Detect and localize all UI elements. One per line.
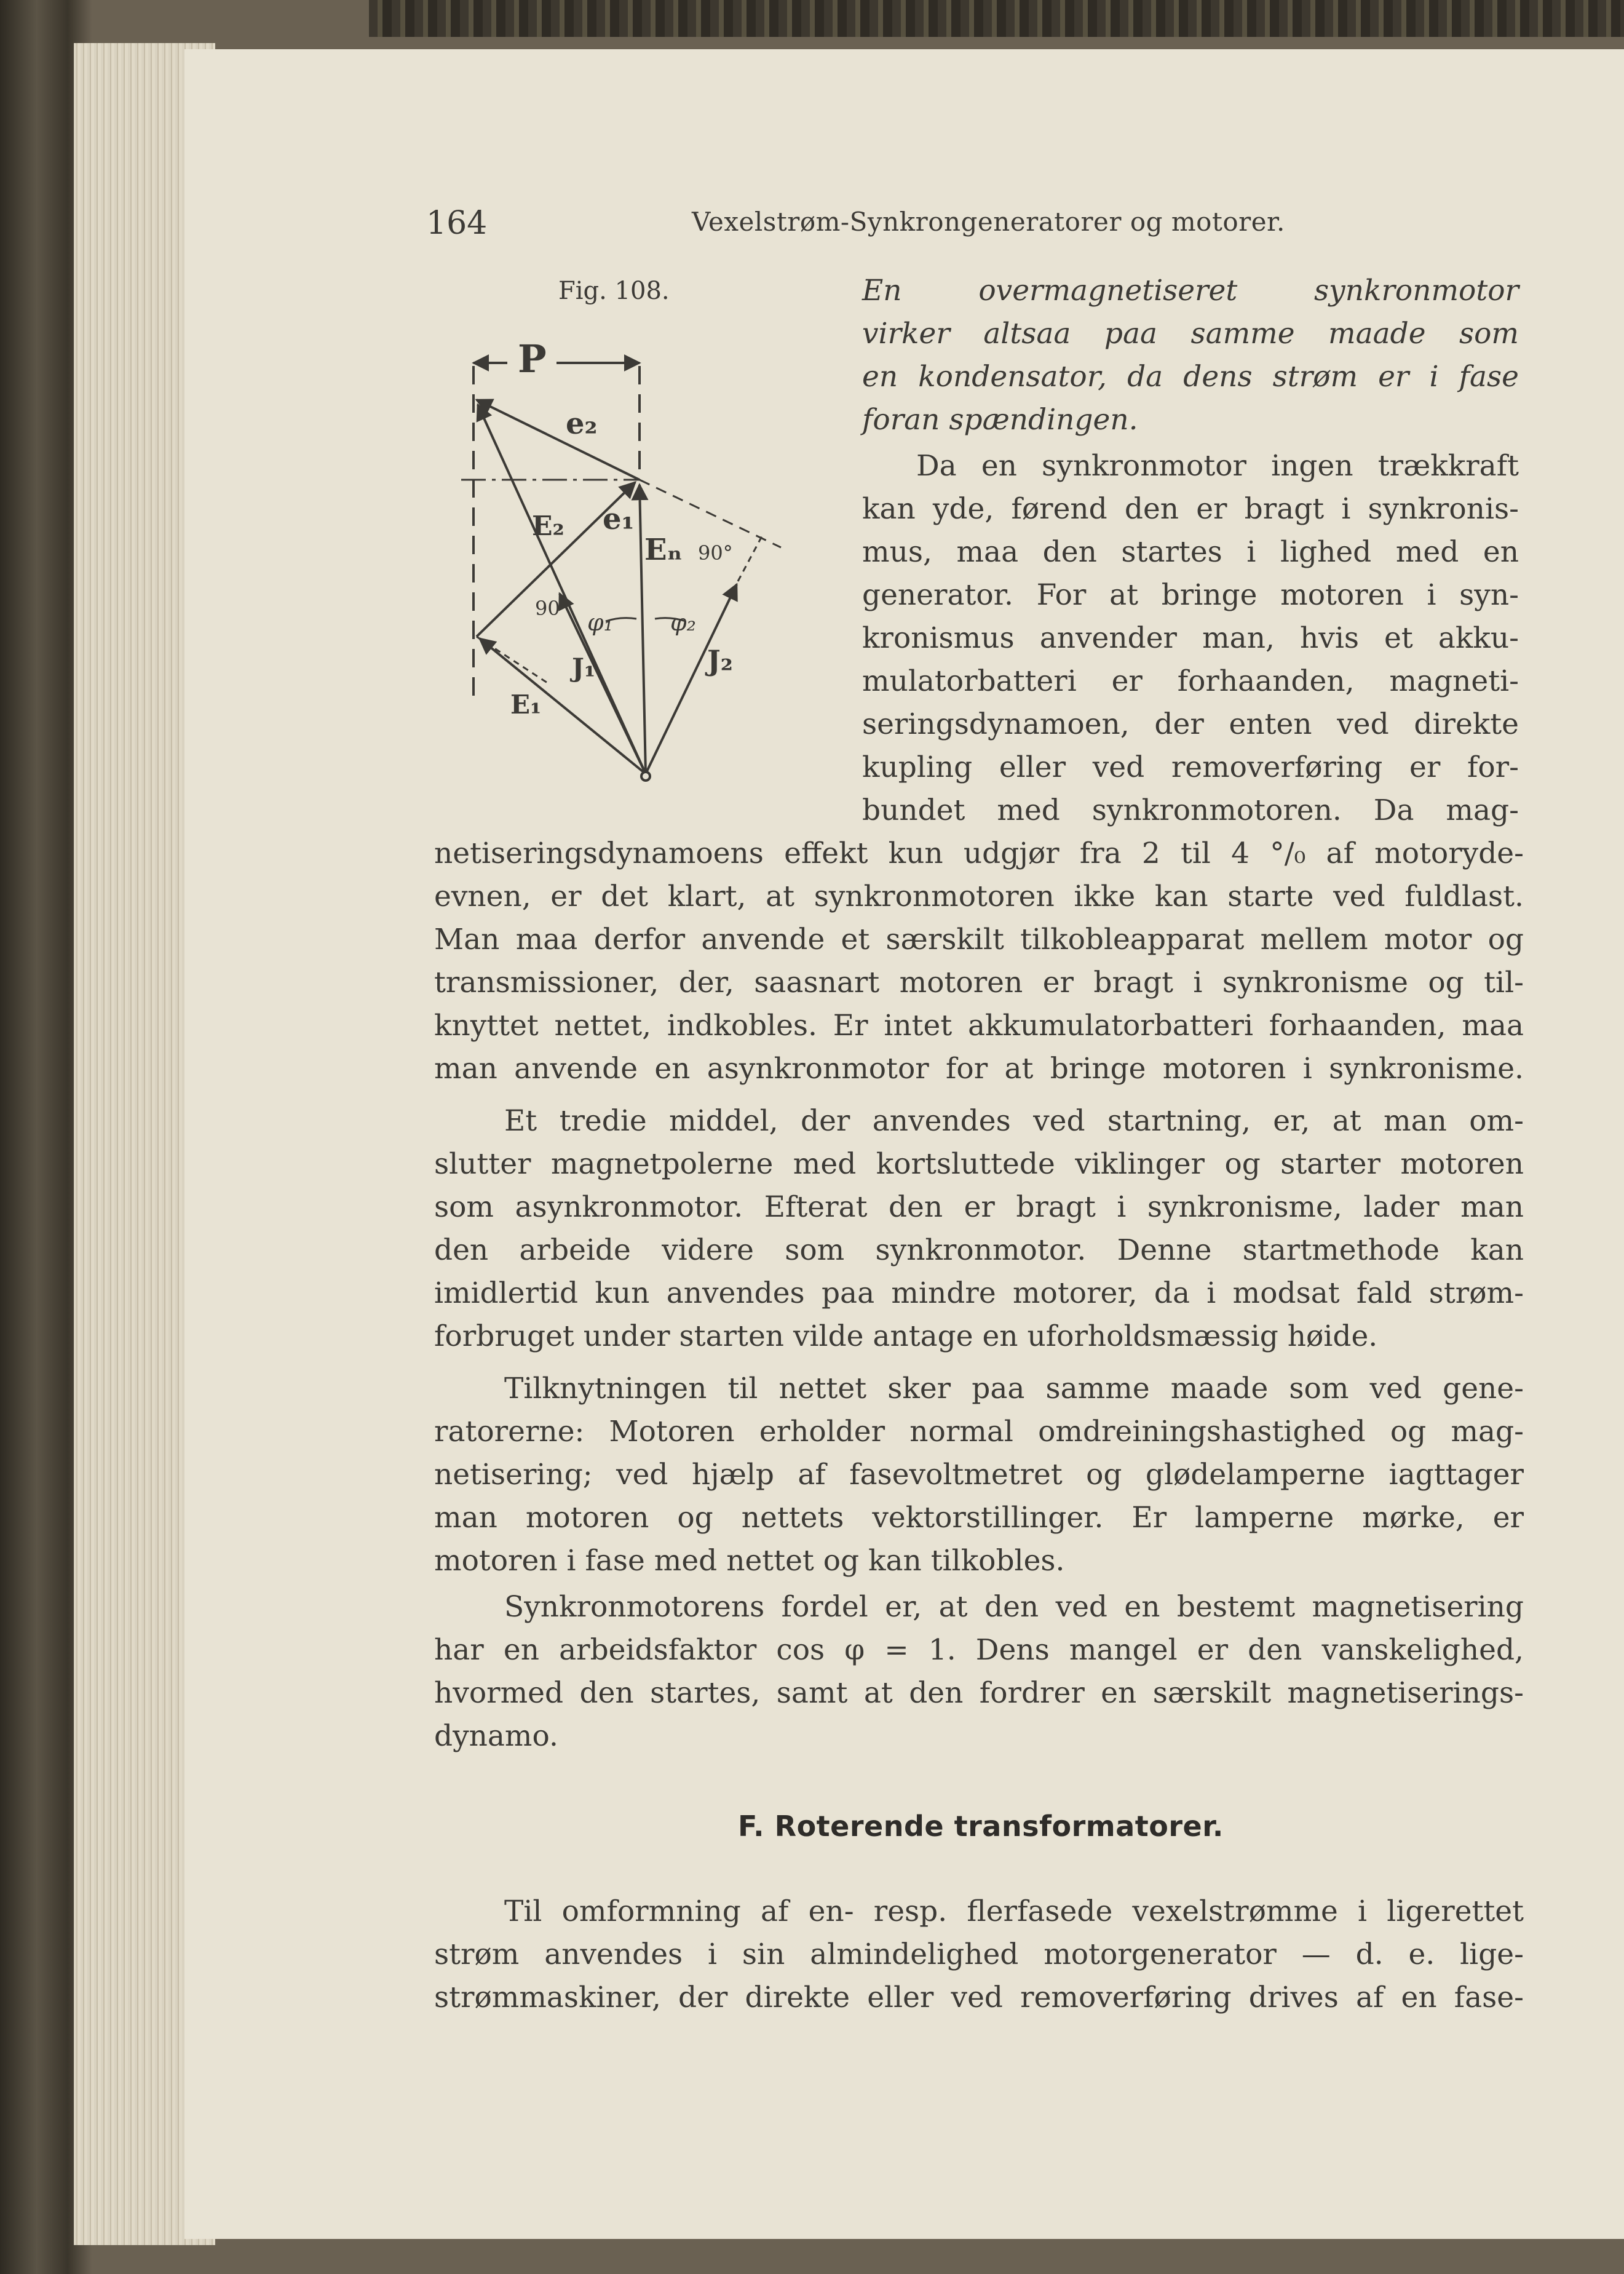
text-line: Tilknytningen til nettet sker paa samme maade som ved gene-: [504, 1372, 1524, 1405]
origin-point: [641, 772, 650, 781]
E1-phasor: [480, 638, 646, 774]
text-line: En overmagnetiseret synkronmotor: [862, 274, 1519, 308]
text-line: mulatorbatteri er forhaanden, magneti-: [862, 664, 1519, 698]
text-line: netisering; ved hjælp af fasevoltmetret og glødelamperne iagttager: [434, 1458, 1524, 1492]
label-J1: J₁: [572, 653, 596, 683]
text-line: transmissioner, der, saasnart motoren er bragt i synkronisme og til-: [434, 966, 1524, 1000]
text-line: har en arbeidsfaktor cos φ = 1. Dens mangel er den vanskelighed,: [434, 1633, 1524, 1667]
text-line: knyttet nettet, indkobles. Er intet akkumulatorbatteri forhaanden, maa: [434, 1009, 1524, 1043]
text-line: seringsdynamoen, der enten ved direkte: [862, 707, 1519, 741]
figure-caption: Fig. 108.: [558, 277, 670, 305]
text-line: virker altsaa paa samme maade som: [862, 317, 1519, 351]
text-line: Man maa derfor anvende et særskilt tilkobleapparat mellem motor og: [434, 923, 1524, 956]
label-phi2: φ₂: [670, 609, 696, 636]
text-line: bundet med synkronmotoren. Da mag-: [862, 793, 1519, 827]
j2-guide: [738, 535, 762, 581]
book-spine-top: [369, 0, 1624, 37]
text-line: forbruget under starten vilde antage en uforholdsmæssig høide.: [434, 1319, 1378, 1353]
text-line: som asynkronmotor. Efterat den er bragt i synkronisme, lader man: [434, 1190, 1524, 1224]
text-line: generator. For at bringe motoren i syn-: [862, 578, 1519, 612]
label-En: Eₙ: [644, 533, 683, 567]
text-line: kan yde, førend den er bragt i synkronis-: [862, 492, 1519, 526]
text-line: kupling eller ved removerføring er for-: [862, 750, 1519, 784]
label-E2: E₂: [532, 511, 564, 542]
label-J2: J₂: [707, 644, 733, 677]
angle-guide: [477, 637, 547, 683]
text-line: ratorerne: Motoren erholder normal omdreiningshastighed og mag-: [434, 1415, 1524, 1449]
text-line: netiseringsdynamoens effekt kun udgjør fra 2 til 4 °/₀ af motoryde-: [434, 837, 1524, 870]
label-P: P: [518, 336, 547, 381]
running-title: Vexelstrøm-Synkrongeneratorer og motorer.: [692, 207, 1285, 237]
text-line: strøm anvendes i sin almindelighed motorgenerator — d. e. lige-: [434, 1938, 1524, 1971]
text-line: Da en synkronmotor ingen trækkraft: [916, 449, 1519, 483]
text-line: man motoren og nettets vektorstillinger. Er lamperne mørke, er: [434, 1501, 1524, 1535]
text-line: Et tredie middel, der anvendes ved startning, er, at man om-: [504, 1104, 1524, 1138]
text-line: foran spændingen.: [862, 403, 1138, 437]
text-line: evnen, er det klart, at synkronmotoren ikke kan starte ved fuldlast.: [434, 880, 1524, 913]
phasor-diagram: [449, 332, 799, 793]
text-line: den arbeide videre som synkronmotor. Denne startmethode kan: [434, 1233, 1524, 1267]
En-phasor: [640, 485, 646, 774]
text-line: Til omformning af en- resp. flerfasede vexelstrømme i ligerettet: [504, 1894, 1524, 1928]
text-line: kronismus anvender man, hvis et akku-: [862, 621, 1519, 655]
e2-phasor: [477, 400, 640, 480]
label-e1: e₁: [603, 502, 635, 536]
label-angle-b: 90°: [698, 541, 733, 565]
label-phi1: φ₁: [587, 609, 613, 636]
page-number: 164: [426, 205, 488, 242]
label-e2: e₂: [566, 407, 598, 441]
text-line: slutter magnetpolerne med kortsluttede viklinger og starter motoren: [434, 1147, 1524, 1181]
text-line: hvormed den startes, samt at den fordrer en særskilt magnetiserings-: [434, 1676, 1524, 1710]
text-line: motoren i fase med nettet og kan tilkobles.: [434, 1544, 1065, 1578]
text-line: Synkronmotorens fordel er, at den ved en bestemt magnetisering: [504, 1590, 1524, 1624]
text-line: dynamo.: [434, 1719, 558, 1753]
text-line: en kondensator, da dens strøm er i fase: [862, 360, 1519, 394]
label-angle-a: 90°: [535, 597, 570, 620]
text-line: strømmaskiner, der direkte eller ved removerføring drives af en fase-: [434, 1981, 1524, 2014]
label-E1: E₁: [510, 690, 542, 720]
text-line: man anvende en asynkronmotor for at bringe motoren i synkronisme.: [434, 1052, 1524, 1086]
text-line: imidlertid kun anvendes paa mindre motorer, da i modsat fald strøm-: [434, 1276, 1524, 1310]
section-heading: F. Roterende transformatorer.: [738, 1810, 1224, 1843]
text-line: mus, maa den startes i lighed med en: [862, 535, 1519, 569]
